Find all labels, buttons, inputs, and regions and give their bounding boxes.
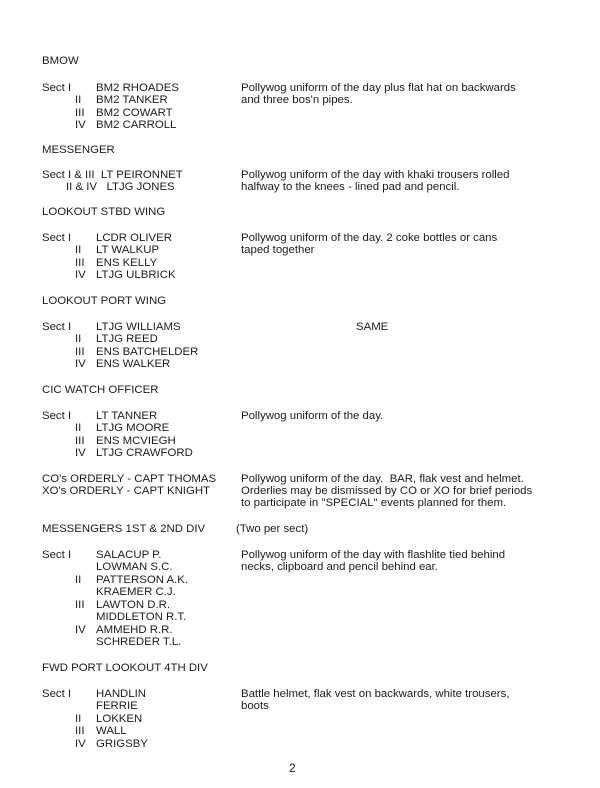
uniform-description: Pollywog uniform of the day plus flat hat on backwards (241, 82, 516, 94)
uniform-description: Battle helmet, flak vest on backwards, white trousers, (241, 688, 510, 700)
section-heading-bmow: BMOW (42, 55, 79, 67)
watch-name: LT TANNER (96, 410, 158, 422)
sect-label: Sect I (42, 232, 72, 244)
section-heading-messenger: MESSENGER (42, 144, 115, 156)
watch-name: PATTERSON A.K. (96, 574, 188, 586)
uniform-description: Pollywog uniform of the day. BAR, flak vest and helmet. (241, 473, 524, 485)
sect-numeral: III (75, 346, 85, 358)
orderly-assignment: XO's ORDERLY - CAPT KNIGHT (42, 485, 210, 497)
watch-name: SCHREDER T.L. (96, 636, 182, 648)
watch-name: LAWTON D.R. (96, 599, 171, 611)
watch-name: LTJG MOORE (96, 422, 170, 434)
page-number: 2 (289, 761, 296, 775)
section-heading-fwd-port: FWD PORT LOOKOUT 4TH DIV (42, 662, 208, 674)
sect-numeral: IV (75, 119, 86, 131)
same-note: SAME (356, 321, 389, 333)
watch-name: LOKKEN (96, 713, 143, 725)
uniform-description: Pollywog uniform of the day. (241, 410, 384, 422)
sect-numeral: II (75, 574, 82, 586)
sect-numeral: IV (75, 624, 86, 636)
sect-label: Sect I (42, 410, 72, 422)
uniform-description: halfway to the knees - lined pad and pencil. (241, 181, 460, 193)
watch-name: WALL (96, 725, 127, 737)
uniform-description: Pollywog uniform of the day with khaki trousers rolled (241, 169, 510, 181)
sect-numeral: II (75, 422, 82, 434)
uniform-description: to participate in "SPECIAL" events planned for them. (241, 497, 507, 509)
uniform-description: taped together (241, 244, 315, 256)
watch-name: ENS BATCHELDER (96, 346, 199, 358)
section-heading-lookout-port: LOOKOUT PORT WING (42, 295, 167, 307)
sect-numeral: IV (75, 738, 86, 750)
watch-name: AMMEHD R.R. (96, 624, 173, 636)
sect-numeral: IV (75, 358, 86, 370)
watch-name: SALACUP P. (96, 549, 162, 561)
watch-name: LCDR OLIVER (96, 232, 172, 244)
sect-label: Sect I (42, 549, 72, 561)
watch-name: KRAEMER C.J. (96, 586, 176, 598)
uniform-description: necks, clipboard and pencil behind ear. (241, 561, 438, 573)
watch-name: BM2 COWART (96, 107, 173, 119)
watch-name: LTJG WILLIAMS (96, 321, 181, 333)
watch-name: LTJG CRAWFORD (96, 447, 193, 459)
per-sect-note: (Two per sect) (236, 523, 309, 535)
sect-label: Sect I (42, 321, 72, 333)
uniform-description: boots (241, 700, 269, 712)
watch-name: ENS WALKER (96, 358, 171, 370)
watch-name: BM2 TANKER (96, 94, 168, 106)
sect-assignment: II & IV LTJG JONES (66, 181, 175, 193)
watch-name: LTJG REED (96, 333, 158, 345)
sect-numeral: IV (75, 269, 86, 281)
sect-numeral: III (75, 599, 85, 611)
uniform-description: Orderlies may be dismissed by CO or XO for brief periods (241, 485, 533, 497)
sect-label: Sect I (42, 82, 72, 94)
sect-numeral: II (75, 333, 82, 345)
sect-numeral: II (75, 244, 82, 256)
section-heading-messengers-div: MESSENGERS 1ST & 2ND DIV (42, 523, 206, 535)
watch-name: FERRIE (96, 700, 138, 712)
watch-name: LT WALKUP (96, 244, 160, 256)
uniform-description: Pollywog uniform of the day with flashlite tied behind (241, 549, 506, 561)
sect-numeral: III (75, 257, 85, 269)
watch-name: ENS MCVIEGH (96, 435, 176, 447)
watch-name: HANDLIN (96, 688, 147, 700)
section-heading-cic: CIC WATCH OFFICER (42, 384, 159, 396)
watch-name: BM2 CARROLL (96, 119, 177, 131)
uniform-description: and three bos'n pipes. (241, 94, 353, 106)
watch-name: LTJG ULBRICK (96, 269, 176, 281)
watch-name: MIDDLETON R.T. (96, 611, 187, 623)
sect-numeral: III (75, 435, 85, 447)
section-heading-lookout-stbd: LOOKOUT STBD WING (42, 206, 166, 218)
watch-name: BM2 RHOADES (96, 82, 179, 94)
sect-label: Sect I (42, 688, 72, 700)
sect-assignment: Sect I & III LT PEIRONNET (42, 169, 183, 181)
watch-name: LOWMAN S.C. (96, 561, 173, 573)
watch-name: GRIGSBY (96, 738, 148, 750)
watch-name: ENS KELLY (96, 257, 158, 269)
sect-numeral: IV (75, 447, 86, 459)
sect-numeral: III (75, 107, 85, 119)
sect-numeral: II (75, 713, 82, 725)
uniform-description: Pollywog uniform of the day. 2 coke bottles or cans (241, 232, 498, 244)
orderly-assignment: CO's ORDERLY - CAPT THOMAS (42, 473, 217, 485)
sect-numeral: II (75, 94, 82, 106)
sect-numeral: III (75, 725, 85, 737)
